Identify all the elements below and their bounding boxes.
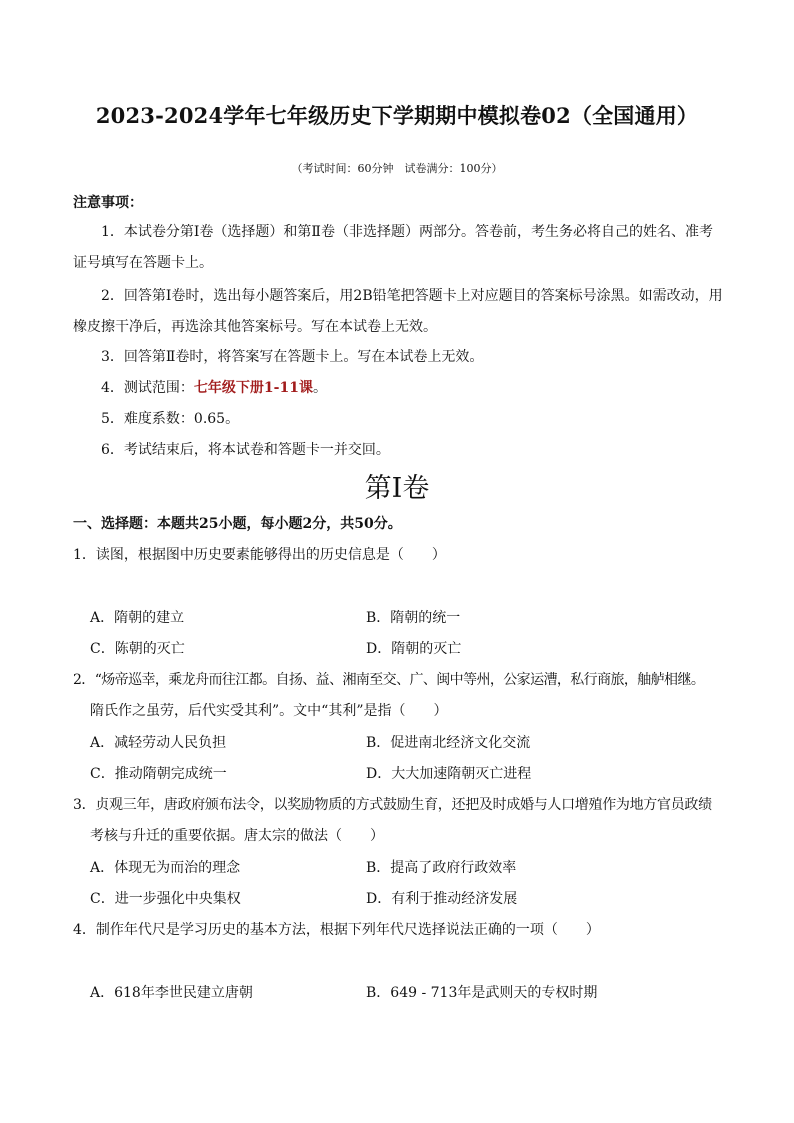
question-4-option-b: B．649 - 713年是武则天的专权时期 [366, 985, 598, 1001]
notice-item-2-line-1: 2．回答第Ⅰ卷时，选出每小题答案后，用2B铅笔把答题卡上对应题目的答案标号涂黑。如需改动，用 [101, 288, 723, 304]
question-2-option-b: B．促进南北经济文化交流 [366, 735, 531, 751]
notice-item-1-line-2: 证号填写在答题卡上。 [73, 255, 213, 271]
question-3-stem-line-1: 3．贞观三年，唐政府颁布法令，以奖励物质的方式鼓励生育，还把及时成婚与人口增殖作为地方官员政绩 [73, 797, 712, 813]
question-3-option-d: D．有利于推动经济发展 [366, 891, 518, 907]
question-3-option-a: A．体现无为而治的理念 [90, 860, 241, 876]
notice-item-3: 3．回答第Ⅱ卷时，将答案写在答题卡上。写在本试卷上无效。 [101, 349, 484, 365]
notice-item-5: 5．难度系数：0.65。 [101, 411, 240, 427]
volume-heading: 第Ⅰ卷 [364, 473, 430, 504]
exam-title: 2023-2024学年七年级历史下学期期中模拟卷02（全国通用） [95, 103, 699, 128]
section-heading: 一、选择题：本题共25小题，每小题2分，共50分。 [73, 516, 402, 532]
notice-heading: 注意事项： [73, 195, 143, 211]
question-4-stem: 4．制作年代尺是学习历史的基本方法，根据下列年代尺选择说法正确的一项（ ） [73, 922, 600, 938]
notice-item-4-prefix: 4．测试范围： [101, 380, 194, 396]
question-3-option-b: B．提高了政府行政效率 [366, 860, 517, 876]
question-4-option-a: A．618年李世民建立唐朝 [90, 985, 253, 1001]
notice-item-4-suffix: 。 [312, 380, 327, 396]
question-3-stem-line-2: 考核与升迁的重要依据。唐太宗的做法（ ） [90, 828, 384, 844]
question-1-option-d: D．隋朝的灭亡 [366, 641, 462, 657]
notice-item-4 [101, 377, 327, 397]
notice-item-2-line-2: 橡皮擦干净后，再选涂其他答案标号。写在本试卷上无效。 [73, 319, 437, 335]
question-1-stem: 1．读图，根据图中历史要素能够得出的历史信息是（ ） [73, 547, 446, 563]
question-2-stem-line-1: 2．“炀帝巡幸，乘龙舟而往江都。自扬、益、湘南至交、广、闽中等州，公家运漕，私行商旅，舳舻相继。 [73, 672, 705, 688]
question-2-stem-line-2: 隋氏作之虽劳，后代实受其利”。文中“其利”是指（ ） [90, 703, 448, 719]
question-2-option-c: C．推动隋朝完成统一 [90, 766, 227, 782]
notice-item-1-line-1: 1．本试卷分第Ⅰ卷（选择题）和第Ⅱ卷（非选择题）两部分。答卷前，考生务必将自己的姓名、准考 [101, 224, 713, 240]
question-1-option-a: A．隋朝的建立 [90, 610, 185, 626]
question-1-option-c: C．陈朝的灭亡 [90, 641, 185, 657]
exam-meta: （考试时间：60分钟 试卷满分：100分） [291, 162, 503, 175]
test-scope: 七年级下册1-11课 [193, 380, 313, 396]
question-1-option-b: B．隋朝的统一 [366, 610, 461, 626]
question-2-option-d: D．大大加速隋朝灭亡进程 [366, 766, 532, 782]
question-2-option-a: A．减轻劳动人民负担 [90, 735, 227, 751]
question-3-option-c: C．进一步强化中央集权 [90, 891, 241, 907]
notice-item-6: 6．考试结束后，将本试卷和答题卡一并交回。 [101, 442, 390, 458]
